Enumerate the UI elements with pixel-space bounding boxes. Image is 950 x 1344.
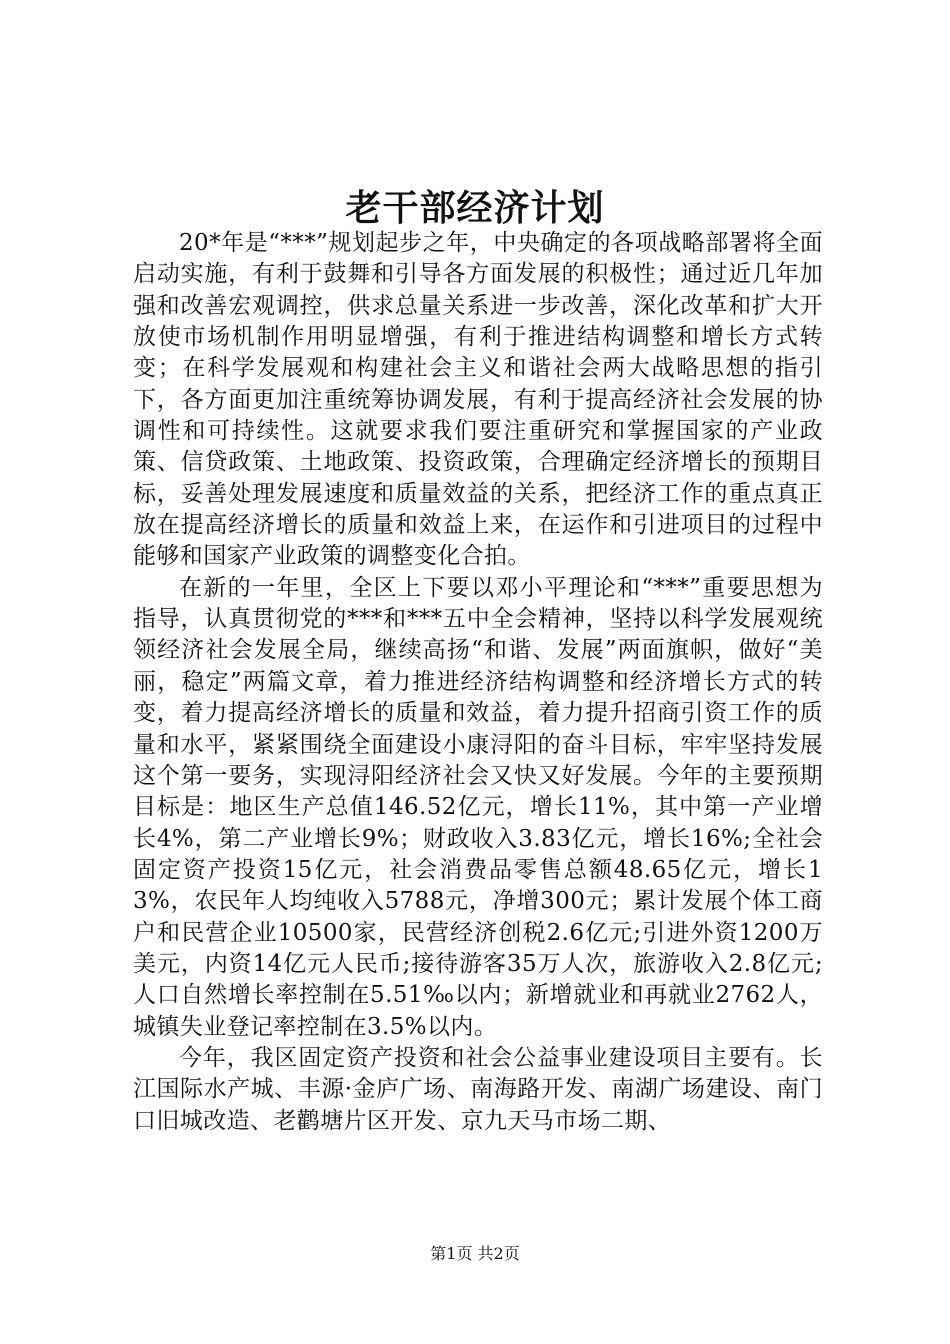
- page-number-footer: 第1页 共2页: [430, 1244, 520, 1263]
- paragraph-2: 在新的一年里，全区上下要以邓小平理论和“***”重要思想为指导，认真贯彻党的***和***五中全会精神，坚持以科学发展观统领经济社会发展全局，继续高扬“和谐、发展”两面旗帜，做好“美丽，稳定”两篇文章，着力推进经济结构调整和经济增长方式的转变，着力提高经济增长的质量和效益，着力提升招商引资工作的质量和水平，紧紧围绕全面建设小康浔阳的奋斗目标，牢牢坚持发展这个第一要务，实现浔阳经济社会又快又好发展。今年的主要预期目标是：地区生产总值146.52亿元，增长11%，其中第一产业增长4%，第二产业增长9%；财政收入3.83亿元，增长16%;全社会固定资产投资15亿元，社会消费品零售总额48.65亿元，增长13%，农民年人均纯收入5788元，净增300元；累计发展个体工商户和民营企业10500家，民营经济创税2.6亿元;引进外资1200万美元，内资14亿元人民币;接待游客35万人次，旅游收入2.8亿元;人口自然增长率控制在5.51‰以内；新增就业和再就业2762人，城镇失业登记率控制在3.5%以内。: [133, 574, 823, 1040]
- paragraph-3: 今年，我区固定资产投资和社会公益事业建设项目主要有。长江国际水产城、丰源·金庐广场、南海路开发、南湖广场建设、南门口旧城改造、老鹳塘片区开发、京九天马市场二期、: [133, 1044, 823, 1134]
- paragraph-1: 20*年是“***”规划起步之年，中央确定的各项战略部署将全面启动实施，有利于鼓舞和引导各方面发展的积极性；通过近几年加强和改善宏观调控，供求总量关系进一步改善，深化改革和扩大开放使市场机制作用明显增强，有利于推进结构调整和增长方式转变；在科学发展观和构建社会主义和谐社会两大战略思想的指引下，各方面更加注重统筹协调发展，有利于提高经济社会发展的协调性和可持续性。这就要求我们要注重研究和掌握国家的产业政策、信贷政策、土地政策、投资政策，合理确定经济增长的预期目标，妥善处理发展速度和质量效益的关系，把经济工作的重点真正放在提高经济增长的质量和效益上来，在运作和引进项目的过程中能够和国家产业政策的调整变化合拍。: [133, 230, 823, 570]
- document-body: [133, 228, 823, 1137]
- page-title: 老干部经济计划: [345, 187, 605, 229]
